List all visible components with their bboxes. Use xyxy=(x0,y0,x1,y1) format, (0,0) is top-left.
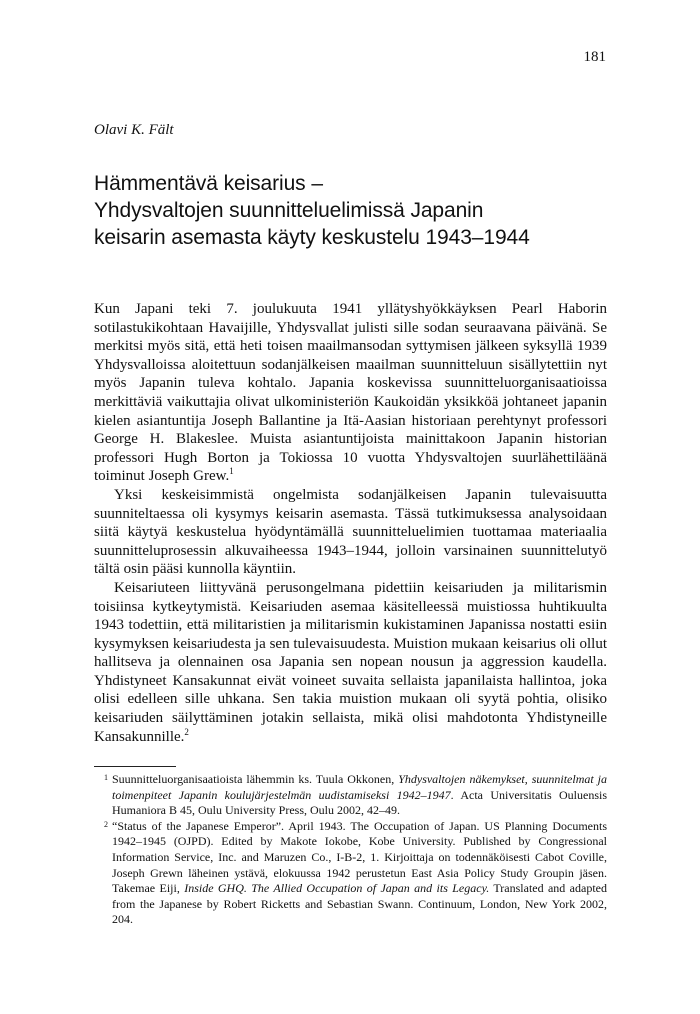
paragraph-3-text: Keisariuteen liittyvänä perusongelmana pidettiin keisariuden ja militarismin toisiinsa kytkeytymistä. Keisariuden asemaa käsitelleessä muistiossa huhtikuulta 1943 todettiin, että militaristien ja militarismin kukistaminen Japanissa nostatti esiin kysymyksen keisariudesta ja sen tulevaisuudesta. Muistion mukaan keisarius oli ollut hallitseva ja olennainen osa Japania sen nopean nousun ja aggression kaudella. Yhdistyneet Kansakunnat eivät voineet suvaita sellaista japanilaista hallintoa, joka olisi edelleen sille uhkana. Sen takia muistion mukaan oli syytä pohtia, olisiko keisariuden säilyttäminen jotakin sellaista, mikä olisi mahdotonta Yhdistyneille Kansakunnille. xyxy=(94,579,607,745)
footnote-number: 2 xyxy=(104,819,108,829)
article-body xyxy=(94,300,607,746)
article-title xyxy=(94,170,614,251)
paragraph-1 xyxy=(94,300,607,486)
footnote-title-italic: Inside GHQ. The Allied Occupation of Japan and its Legacy. xyxy=(184,881,490,896)
footnote-text-end: Translated and adapted from the Japanese by Robert Ricketts and Sebastian Swann. Continuum, London, New York 2002, 204. xyxy=(112,881,607,927)
page-number: 181 xyxy=(583,49,606,65)
author-name: Olavi K. Fält xyxy=(94,122,174,138)
footnote-text: Suunnitteluorganisaatioista lähemmin ks. Tuula Okkonen, xyxy=(112,772,399,786)
paragraph-2-text: Yksi keskeisimmistä ongelmista sodanjälkeisen Japanin tulevaisuutta suunniteltaessa oli kysymys keisarin asemasta. Tässä tutkimuksessa analysoidaan siitä käytyä keskustelua hyödyntämällä suunnitteluelimien tuottamaa materiaalia suunnitteluprosessin alkuvaiheessa 1943–1944, jolloin varsinainen suunnittelutyö tältä osin pääsi kunnolla käyntiin. xyxy=(94,486,607,578)
paragraph-2 xyxy=(94,486,607,579)
footnote-text: “Status of the Japanese Emperor”. April 1943. The Occupation of Japan. US Planning Documents 1942–1945 (OJPD). Edited by Makote Iokobe, Kobe University. Published by Congressional Information Service, Inc. and Maruzen Co., I-B-2, 1. Kirjoittaja on todennäköisesti Cabot Coville, Joseph Grewn läheinen ystävä, elokuussa 1942 perustetun East Asia Policy Study Groupin jäsen. Takemae Eiji, xyxy=(112,818,607,896)
footnote-title-italic: Yhdysvaltojen näkemykset, suunnitelmat ja toimenpiteet Japanin koulujärjestelmän uudistamiseksi 1942–1947 xyxy=(112,772,607,802)
paragraph-3 xyxy=(94,579,607,746)
footnote-1 xyxy=(94,772,607,819)
footnotes xyxy=(94,772,607,928)
footnote-divider xyxy=(94,766,176,767)
footnote-number: 1 xyxy=(104,773,108,782)
footnote-text-end: . Acta Universitatis Ouluensis Humaniora B 45, Oulu University Press, Oulu 2002, 42–49. xyxy=(112,787,607,818)
footnote-2 xyxy=(94,819,607,928)
title-line-1: Hämmentävä keisarius – xyxy=(94,172,323,195)
footnote-ref-1[interactable]: 1 xyxy=(229,466,234,477)
footnote-ref-2[interactable]: 2 xyxy=(184,726,189,737)
title-line-3: keisarin asemasta käyty keskustelu 1943–1944 xyxy=(94,226,530,249)
title-line-2: Yhdysvaltojen suunnitteluelimissä Japanin xyxy=(94,199,484,222)
paragraph-1-text: Kun Japani teki 7. joulukuuta 1941 yllätyshyökkäyksen Pearl Haborin sotilastukikohtaan Havaijille, Yhdysvallat julisti sille sodan seuraavana päivänä. Se merkitsi myös sitä, että heti toisen maailmansodan syttymisen jälkeen syksyllä 1939 Yhdysvalloissa aloitettuun sodanjälkeisen maailman suunnitteluun sisällytettiin nyt myös Japanin tuleva kohtalo. Japania koskevissa suunnitteluorganisaatioissa merkittäviä vaikuttajia olivat ulkoministeriön Kaukoidän yksikköä johtaneet japanin kielen asiantuntija Joseph Ballantine ja Itä-Aasian historiaan perehtynyt professori George H. Blakeslee. Muista asiantuntijoista mainittakoon Japanin historian professori Hugh Borton ja Tokiossa 10 vuotta Yhdysvaltojen suurlähettiläänä toiminut Joseph Grew. xyxy=(94,301,607,485)
